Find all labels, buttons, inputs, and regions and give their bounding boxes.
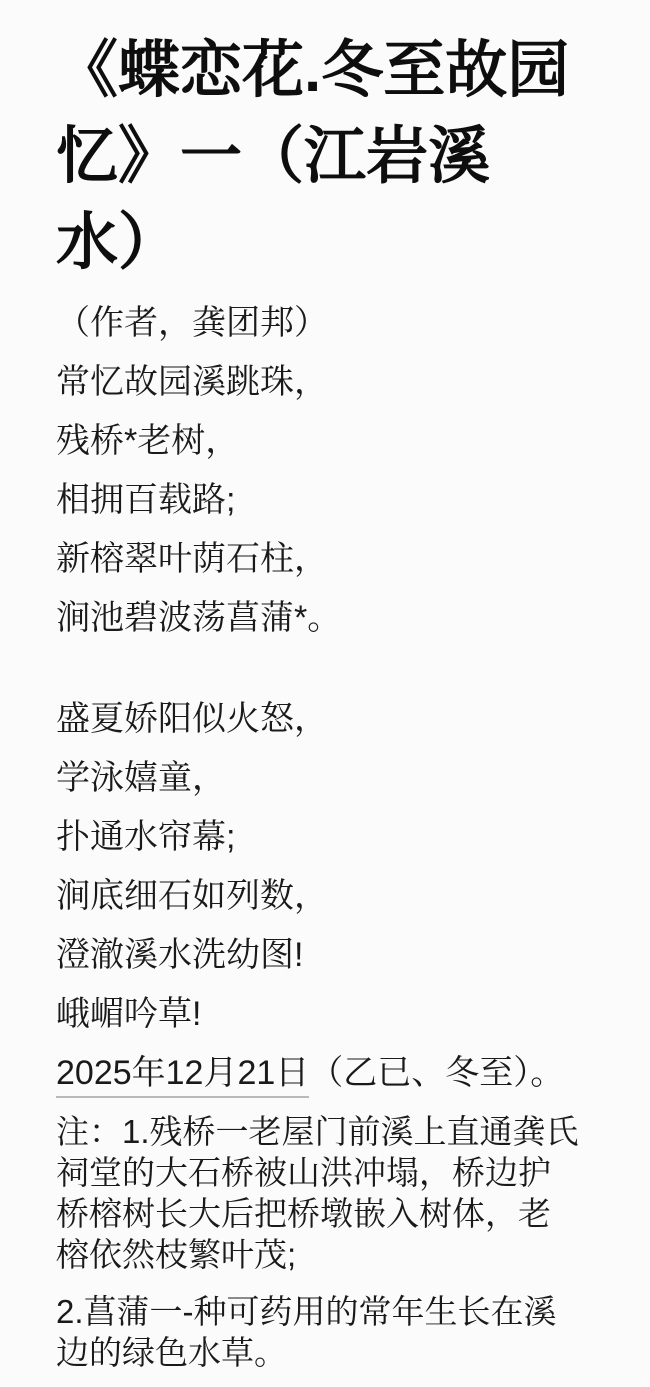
note-line: 边的绿色水草。 xyxy=(56,1334,287,1371)
page-title xyxy=(56,28,610,286)
note-line: 注：1.残桥一老屋门前溪上直通龚氏 xyxy=(56,1113,579,1150)
poem-line: 常忆故园溪跳珠， xyxy=(56,363,328,401)
note-line: 桥榕树长大后把桥墩嵌入树体，老 xyxy=(56,1195,551,1232)
stanza-2 xyxy=(56,690,610,1044)
date-suffix-text: （乙已、冬至）。 xyxy=(309,1054,565,1092)
note-paragraph-1 xyxy=(56,1111,610,1275)
note-line: 祠堂的大石桥被山洪冲塌，桥边护 xyxy=(56,1154,551,1191)
title-line-2: 忆》一（江岩溪 xyxy=(56,122,491,191)
poem-line: 涧底细石如列数， xyxy=(56,877,328,915)
poem-line: 涧池碧波荡菖蒲*。 xyxy=(56,599,342,637)
author-line: （作者，龚团邦） xyxy=(56,304,328,342)
poem-line: 残桥*老树， xyxy=(56,422,240,460)
date-line xyxy=(56,1044,610,1103)
note-paragraph-2 xyxy=(56,1291,610,1373)
poem-line: 新榕翠叶荫石柱， xyxy=(56,540,328,578)
title-line-3: 水） xyxy=(56,208,181,277)
poem-line: 峨嵋吟草! xyxy=(56,995,202,1033)
note-line: 榕依然枝繁叶茂; xyxy=(56,1236,297,1273)
poem-line: 学泳嬉童， xyxy=(56,759,226,797)
poem-line: 澄澈溪水洗幼图! xyxy=(56,936,304,974)
note-line: 2.菖蒲一-种可药用的常年生长在溪 xyxy=(56,1293,557,1330)
poem-line: 扑通水帘幕; xyxy=(56,818,236,856)
poem-line: 盛夏娇阳似火怒， xyxy=(56,700,328,738)
stanza-1 xyxy=(56,353,610,648)
date-underlined-text: 2025年12月21日 xyxy=(56,1054,309,1098)
title-line-1: 《蝶恋花.冬至故园 xyxy=(56,36,570,105)
poem-line: 相拥百载路; xyxy=(56,481,236,519)
